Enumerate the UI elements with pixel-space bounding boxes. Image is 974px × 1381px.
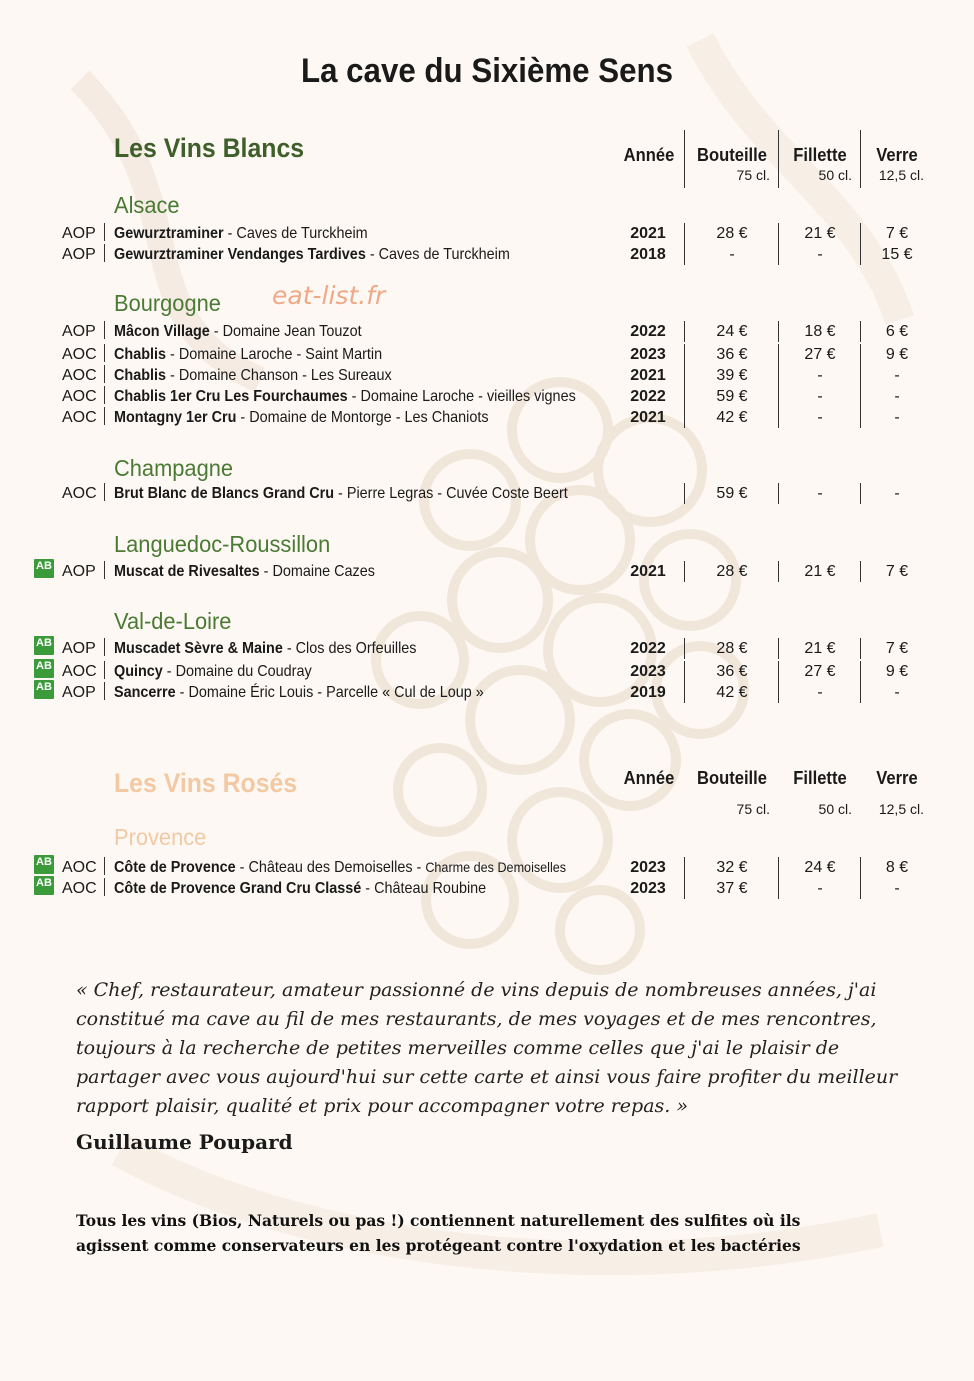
wine-name-bold: Gewurztraminer [114, 225, 224, 242]
wine-name-bold: Chablis [114, 346, 167, 363]
divider [104, 321, 105, 339]
fillette-price: 27 € [804, 346, 836, 363]
divider [104, 661, 105, 679]
wine-row [0, 321, 974, 342]
wine-producer: - Domaine Éric Louis - Parcelle « Cul de Loup » [175, 684, 484, 701]
wine-producer: - Domaine Laroche - vieilles vignes [347, 388, 576, 405]
wine-row [0, 878, 974, 899]
region-heading: Bourgogne [114, 290, 221, 316]
fillette-size: 50 cl. [818, 801, 852, 817]
column-divider [778, 130, 779, 188]
appellation: AOC [62, 409, 97, 426]
organic-ab-icon: AB [34, 855, 54, 874]
wine-name [114, 561, 375, 582]
divider [104, 344, 105, 362]
fillette-price: 21 € [804, 563, 836, 580]
appellation: AOC [62, 880, 97, 897]
chef-signature: Guillaume Poupard [76, 1130, 293, 1154]
glass-price: - [894, 388, 900, 405]
glass-price: 8 € [885, 859, 909, 876]
divider [104, 561, 105, 579]
appellation: AOC [62, 485, 97, 502]
divider [860, 344, 861, 365]
divider [104, 407, 105, 425]
wine-producer: - Château Roubine [361, 880, 487, 897]
divider [684, 561, 685, 582]
divider [860, 878, 861, 899]
fillette-price: - [817, 409, 823, 426]
column-header-bottle: Bouteille [697, 145, 767, 165]
divider [104, 483, 105, 501]
appellation: AOC [62, 367, 97, 384]
column-header-bottle: Bouteille [697, 768, 767, 788]
divider [860, 386, 861, 407]
region-heading: Champagne [114, 455, 234, 481]
divider [778, 244, 779, 265]
wine-name [114, 878, 486, 899]
bottle-price: 28 € [716, 563, 748, 580]
fillette-price: - [817, 880, 823, 897]
organic-ab-icon: AB [34, 680, 54, 699]
glass-price: 9 € [885, 346, 909, 363]
divider [684, 878, 685, 899]
bottle-price: 39 € [716, 367, 748, 384]
glass-price: - [894, 684, 900, 701]
wine-name-bold: Sancerre [114, 684, 176, 701]
wine-row [0, 386, 974, 407]
wine-name-bold: Muscat de Rivesaltes [114, 563, 260, 580]
wine-producer: - Domaine Laroche - Saint Martin [166, 346, 383, 363]
fillette-price: 18 € [804, 323, 836, 340]
bottle-size: 75 cl. [736, 167, 770, 183]
divider [778, 661, 779, 682]
wine-row [0, 857, 974, 878]
wine-name [114, 661, 312, 682]
wine-row [0, 365, 974, 386]
region-heading: Provence [114, 824, 207, 850]
fillette-price: - [817, 684, 823, 701]
section-heading-whites: Les Vins Blancs [114, 133, 305, 163]
wine-name-bold: Quincy [114, 663, 163, 680]
glass-price: - [894, 409, 900, 426]
wine-producer: - Domaine Chanson - Les Sureaux [166, 367, 392, 384]
glass-price: - [894, 367, 900, 384]
divider [860, 244, 861, 265]
divider [684, 483, 685, 504]
watermark-text: eat-list.fr [272, 281, 386, 310]
wine-name-bold: Chablis 1er Cru Les Fourchaumes [114, 388, 348, 405]
divider [778, 223, 779, 244]
wine-producer: - Domaine Cazes [259, 563, 375, 580]
divider [860, 321, 861, 342]
divider [684, 407, 685, 428]
fillette-price: - [817, 388, 823, 405]
divider [684, 638, 685, 659]
column-header-glass: Verre [876, 768, 918, 788]
divider [778, 682, 779, 703]
divider [860, 365, 861, 386]
divider [104, 878, 105, 896]
divider [860, 561, 861, 582]
glass-price: 9 € [885, 663, 909, 680]
wine-year: 2021 [630, 367, 666, 384]
wine-name-bold: Chablis [114, 367, 167, 384]
fillette-price: - [817, 367, 823, 384]
divider [860, 407, 861, 428]
divider [778, 386, 779, 407]
wine-name [114, 407, 489, 428]
appellation: AOP [62, 323, 96, 340]
wine-name [114, 386, 576, 407]
divider [860, 857, 861, 878]
divider [860, 661, 861, 682]
appellation: AOP [62, 684, 96, 701]
wine-row [0, 407, 974, 428]
wine-row [0, 561, 974, 582]
column-header-glass: Verre [876, 145, 918, 165]
wine-name [114, 638, 417, 659]
region-heading: Val-de-Loire [114, 608, 232, 634]
wine-year: 2023 [630, 859, 666, 876]
bottle-price: 36 € [716, 346, 748, 363]
appellation: AOC [62, 859, 97, 876]
glass-price: 15 € [881, 246, 913, 263]
glass-price: 7 € [885, 225, 909, 242]
section-heading-roses: Les Vins Rosés [114, 768, 298, 798]
divider [860, 223, 861, 244]
wine-year: 2022 [630, 640, 666, 657]
wine-name [114, 321, 362, 342]
appellation: AOP [62, 246, 96, 263]
fillette-price: 24 € [804, 859, 836, 876]
divider [104, 857, 105, 875]
divider [778, 483, 779, 504]
page-title: La cave du Sixième Sens [300, 52, 674, 90]
wine-year: 2021 [630, 409, 666, 426]
column-header-year: Année [623, 145, 675, 165]
divider [104, 223, 105, 241]
bottle-price: 32 € [716, 859, 748, 876]
wine-name-bold: Montagny 1er Cru [114, 409, 237, 426]
glass-price: - [894, 485, 900, 502]
divider [778, 878, 779, 899]
wine-producer: - Domaine du Coudray [162, 663, 312, 680]
divider [778, 638, 779, 659]
divider [778, 857, 779, 878]
sulfites-note: Tous les vins (Bios, Naturels ou pas !) contiennent naturellement des sulfites où ils agissent comme conservateurs en les protégeant contre l'oxydation et les bactéries [76, 1211, 801, 1255]
divider [104, 244, 105, 262]
wine-row [0, 344, 974, 365]
column-header-year: Année [623, 768, 675, 788]
wine-producer: - Domaine de Montorge - Les Chaniots [236, 409, 489, 426]
wine-row [0, 223, 974, 244]
glass-price: 7 € [885, 563, 909, 580]
divider [684, 857, 685, 878]
divider [684, 244, 685, 265]
column-header-fillette: Fillette [793, 145, 847, 165]
divider [684, 344, 685, 365]
divider [104, 365, 105, 383]
divider [104, 682, 105, 700]
wine-year: 2021 [630, 563, 666, 580]
fillette-price: 21 € [804, 640, 836, 657]
wine-cuvee: Charme des Demoiselles [425, 859, 567, 875]
wine-producer: - Caves de Turckheim [223, 225, 368, 242]
wine-year: 2022 [630, 388, 666, 405]
divider [684, 321, 685, 342]
wine-year: 2023 [630, 880, 666, 897]
wine-year: 2023 [630, 346, 666, 363]
appellation: AOP [62, 225, 96, 242]
divider [778, 344, 779, 365]
wine-name-bold: Côte de Provence Grand Cru Classé [114, 880, 362, 897]
wine-name [114, 365, 392, 386]
wine-name [114, 244, 510, 265]
wine-row [0, 661, 974, 682]
column-divider [860, 130, 861, 188]
wine-name-bold: Brut Blanc de Blancs Grand Cru [114, 485, 335, 502]
bottle-price: 37 € [716, 880, 748, 897]
wine-row [0, 682, 974, 703]
column-divider [684, 130, 685, 188]
divider [684, 661, 685, 682]
divider [778, 321, 779, 342]
bottle-price: 28 € [716, 640, 748, 657]
bottle-price: 59 € [716, 388, 748, 405]
bottle-price: 28 € [716, 225, 748, 242]
bottle-price: 42 € [716, 684, 748, 701]
bottle-price: 42 € [716, 409, 748, 426]
region-heading: Alsace [114, 192, 180, 218]
divider [860, 682, 861, 703]
divider [860, 638, 861, 659]
fillette-price: - [817, 485, 823, 502]
bottle-size: 75 cl. [736, 801, 770, 817]
glass-size: 12,5 cl. [878, 167, 924, 183]
organic-ab-icon: AB [34, 876, 54, 895]
wine-name-bold: Muscadet Sèvre & Maine [114, 640, 283, 657]
divider [778, 365, 779, 386]
chef-quote: « Chef, restaurateur, amateur passionné de vins depuis de nombreuses années, j'ai constitué ma cave au fil de mes restaurants, de mes voyages et de mes rencontres, toujours à la recherche de petites merveilles comme celles que j'ai le plaisir de partager avec vous aujourd'hui sur cette carte et ainsi vous faire profiter du meilleur rapport plaisir, qualité et prix pour accompagner votre repas. » [76, 979, 898, 1117]
appellation: AOP [62, 563, 96, 580]
wine-name [114, 344, 382, 365]
wine-row [0, 483, 974, 504]
wine-name [114, 483, 568, 504]
glass-size: 12,5 cl. [878, 801, 924, 817]
organic-ab-icon: AB [34, 559, 54, 578]
divider [860, 483, 861, 504]
wine-name [114, 223, 368, 244]
wine-name-bold: Côte de Provence [114, 859, 236, 876]
divider [684, 386, 685, 407]
organic-ab-icon: AB [34, 636, 54, 655]
bottle-price: - [729, 246, 735, 263]
glass-price: 7 € [885, 640, 909, 657]
organic-ab-icon: AB [34, 659, 54, 678]
wine-year: 2021 [630, 225, 666, 242]
fillette-price: - [817, 246, 823, 263]
wine-name [114, 682, 484, 703]
divider [104, 386, 105, 404]
glass-price: 6 € [885, 323, 909, 340]
divider [778, 407, 779, 428]
bottle-price: 36 € [716, 663, 748, 680]
wine-name-bold: Mâcon Village [114, 323, 210, 340]
wine-producer: - Caves de Turckheim [365, 246, 510, 263]
wine-producer: - Domaine Jean Touzot [209, 323, 362, 340]
bottle-price: 24 € [716, 323, 748, 340]
wine-producer: - Pierre Legras - Cuvée Coste Beert [334, 485, 568, 502]
column-header-fillette: Fillette [793, 768, 847, 788]
fillette-price: 21 € [804, 225, 836, 242]
wine-row [0, 244, 974, 265]
wine-name [114, 857, 566, 878]
wine-year: 2018 [630, 246, 666, 263]
appellation: AOC [62, 346, 97, 363]
appellation: AOC [62, 388, 97, 405]
divider [684, 682, 685, 703]
appellation: AOC [62, 663, 97, 680]
fillette-price: 27 € [804, 663, 836, 680]
glass-price: - [894, 880, 900, 897]
bottle-price: 59 € [716, 485, 748, 502]
fillette-size: 50 cl. [818, 167, 852, 183]
wine-name-bold: Gewurztraminer Vendanges Tardives [114, 246, 366, 263]
divider [778, 561, 779, 582]
appellation: AOP [62, 640, 96, 657]
wine-producer: - Château des Demoiselles - [235, 859, 426, 876]
divider [104, 638, 105, 656]
wine-row [0, 638, 974, 659]
wine-producer: - Clos des Orfeuilles [282, 640, 417, 657]
wine-year: 2022 [630, 323, 666, 340]
wine-year: 2023 [630, 663, 666, 680]
divider [684, 223, 685, 244]
divider [684, 365, 685, 386]
wine-year: 2019 [630, 684, 666, 701]
region-heading: Languedoc-Roussillon [114, 531, 331, 557]
